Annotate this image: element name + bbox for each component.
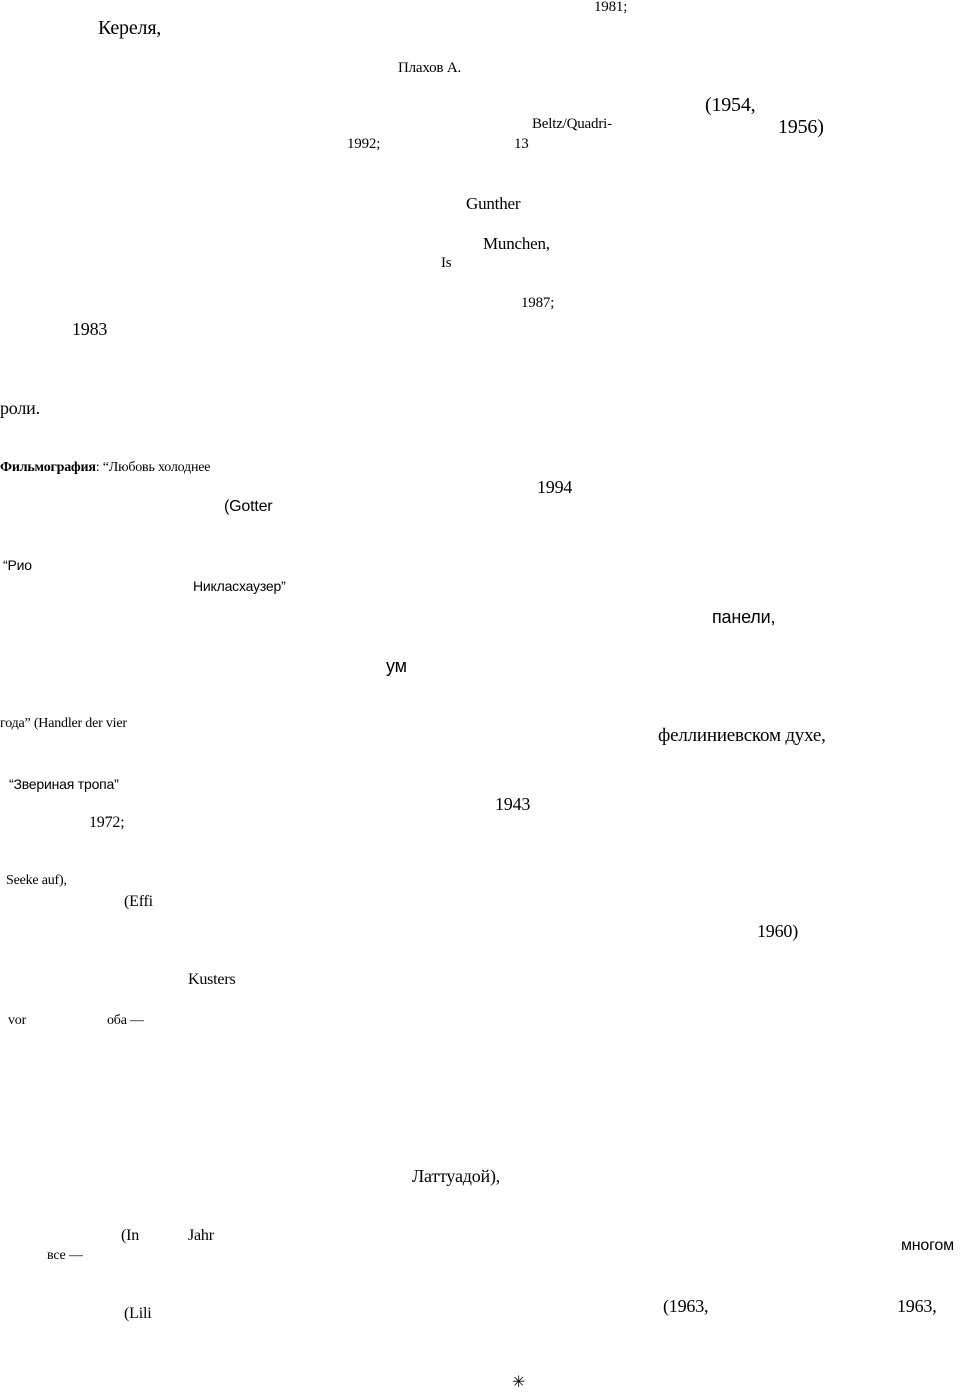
text-fragment-1963-paren: (1963, [663, 1296, 709, 1316]
asterisk-ornament: ✳ [512, 1374, 526, 1391]
text-fragment-lili: (Lili [124, 1305, 152, 1322]
text-fragment-1956: 1956) [778, 116, 824, 138]
text-fragment-kusters: Kusters [188, 971, 236, 988]
text-fragment-zverinaya-tropa: “Звериная тропа” [9, 776, 119, 792]
text-fragment-rio: “Рио [3, 557, 32, 573]
text-fragment-handler: года” (Handler der vier [0, 716, 127, 731]
text-fragment-is: Is [441, 255, 452, 271]
text-fragment-beltz: Beltz/Quadri- [532, 116, 612, 132]
text-fragment-effi: (Effi [124, 893, 153, 910]
text-fragment-1954: (1954, [705, 94, 756, 116]
text-fragment-1960: 1960) [757, 921, 798, 941]
text-fragment-vor: vor [8, 1013, 27, 1028]
text-fragment-1981: 1981; [594, 0, 628, 15]
filmography-heading [0, 461, 210, 475]
text-fragment-niklaskhauzer: Никласхаузер” [193, 578, 286, 594]
text-fragment-paneli: панели, [712, 607, 776, 627]
text-fragment-1987: 1987; [521, 295, 555, 311]
text-fragment-1983: 1983 [72, 319, 108, 339]
text-fragment-gotter: (Gotter [224, 498, 273, 515]
text-fragment-lattuadoy: Латтуадой), [412, 1166, 501, 1186]
text-fragment-1972: 1972; [89, 814, 125, 831]
text-fragment-seeke: Seeke auf), [6, 873, 67, 888]
text-fragment-fellinievskom: феллиниевском духе, [658, 725, 826, 746]
text-fragment-mnogom: многом [901, 1237, 954, 1254]
text-fragment-jahr: Jahr [188, 1227, 214, 1244]
text-fragment-1963: 1963, [897, 1296, 937, 1316]
text-fragment-vse: все — [47, 1248, 83, 1263]
text-fragment-1943: 1943 [495, 794, 531, 814]
text-fragment-gunther: Gunther [466, 194, 521, 213]
text-fragment-um: ум [386, 656, 407, 676]
text-fragment-1994: 1994 [537, 477, 573, 497]
text-fragment-1992: 1992; [347, 136, 381, 152]
filmography-title-start: : “Любовь холоднее [95, 460, 211, 475]
text-fragment-kerelya: Кереля, [98, 17, 162, 39]
text-fragment-plakhov: Плахов А. [398, 60, 462, 76]
text-fragment-13: 13 [514, 136, 529, 152]
text-fragment-in: (In [121, 1227, 140, 1244]
text-fragment-munchen: Munchen, [483, 234, 550, 253]
text-fragment-roli: роли. [0, 398, 40, 418]
text-fragment-oba: оба — [107, 1013, 144, 1028]
filmography-label: Фильмография [0, 460, 96, 475]
